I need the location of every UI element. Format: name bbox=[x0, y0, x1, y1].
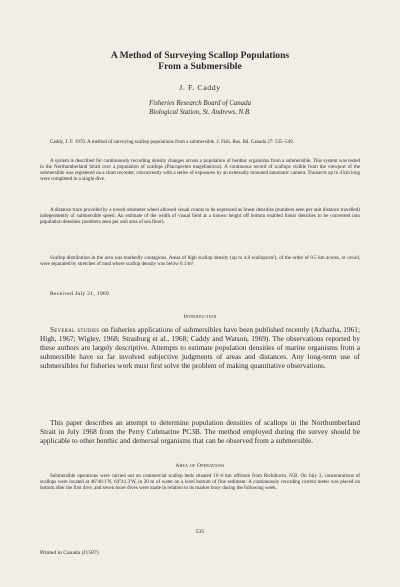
affiliation-line-2: Biological Station, St. Andrews, N.B. bbox=[149, 109, 251, 116]
area-paragraph: Submersible operations were carried out on commercial scallop beds situated 16–6 km offshore from Richibucto, N.B. On July 3, concentrations of scallops were located at 46°48.1′N, 64°41.3′W, in 20 m of water on a level bottom of fine sediment. A continuously recording current meter was placed on bottom after the first dive, and seven more dives were made in relation to its marker buoy during the following week. bbox=[40, 473, 360, 492]
area-of-operations-heading: Area of Operations bbox=[175, 463, 225, 469]
abstract-citation: Caddy, J. F. 1970. A method of surveying scallop populations from a submersible. J. Fish. Res. Bd. Canada 27: 535–549. bbox=[50, 139, 294, 145]
abstract-paragraph-3: Scallop distribution in the area was markedly contagious. Areas of high scallop density (up to 4.8 scallops/m²), of the order of 0.5 km across, or ovoid, were separated by stretches of mud where scallop density was below 0.1/m². bbox=[40, 255, 360, 268]
intro-paragraph-2: This paper describes an attempt to determine population densities of scallops in the Northumberland Strait in July 1968 from the Perry Cubmarine PC3B. The method employed during the survey should be applicable to other benthic and demersal organisms that can be observed from a submersible. bbox=[40, 418, 360, 446]
introduction-heading: Introduction bbox=[183, 314, 217, 320]
affiliation-line-1: Fisheries Research Board of Canada bbox=[148, 100, 252, 107]
intro-lead-words: Several studies bbox=[50, 325, 100, 334]
article-title bbox=[0, 51, 400, 72]
affiliation bbox=[0, 99, 400, 117]
title-line-1: A Method of Surveying Scallop Populations bbox=[110, 50, 290, 61]
intro-paragraph-1 bbox=[40, 325, 360, 370]
intro-paragraph-1-text: on fisheries applications of submersibles have been published recently (Azhazha, 1961; High, 1967; Wigley, 1968; Strasburg et al., 1968; Caddy and Watson, 1969). The observations reported by these authors are largely descriptive. Attempts to estimate population densities of marine organisms from a submersible have so far involved subjective judgments of areas and distances. Any long-term use of submersibles for fisheries work must first solve the problem of making quantitative observations. bbox=[40, 325, 360, 371]
abstract-paragraph-1: A system is described for continuously recording density changes across a population of benthic organisms from a submersible. This system was tested in the Northumberland Strait over a population of scallops (Placopecten magellanicus). A continuous record of scallops visible from the viewport of the submersible was registered on a chart recorder, concurrently with a series of exposures by an externally mounted automatic camera. Transects up to 4 km long were completed in a single dive. bbox=[40, 158, 360, 183]
abstract-paragraph-2: A distance trace provided by a towed odometer wheel allowed visual counts to be expressed as linear densities (numbers seen per unit distance travelled) independently of submersible speed. An estimate of the width of visual field at a known height off bottom enabled linear densities to be converted into population densities (numbers seen per unit area of sea floor). bbox=[40, 207, 360, 226]
author-name: J. F. Caddy bbox=[179, 83, 221, 92]
page-number: 535 bbox=[195, 529, 205, 535]
title-line-2: From a Submersible bbox=[158, 60, 242, 72]
received-date: Received July 21, 1969 bbox=[50, 291, 110, 297]
printed-note: Printed in Canada (J1587) bbox=[40, 550, 99, 556]
